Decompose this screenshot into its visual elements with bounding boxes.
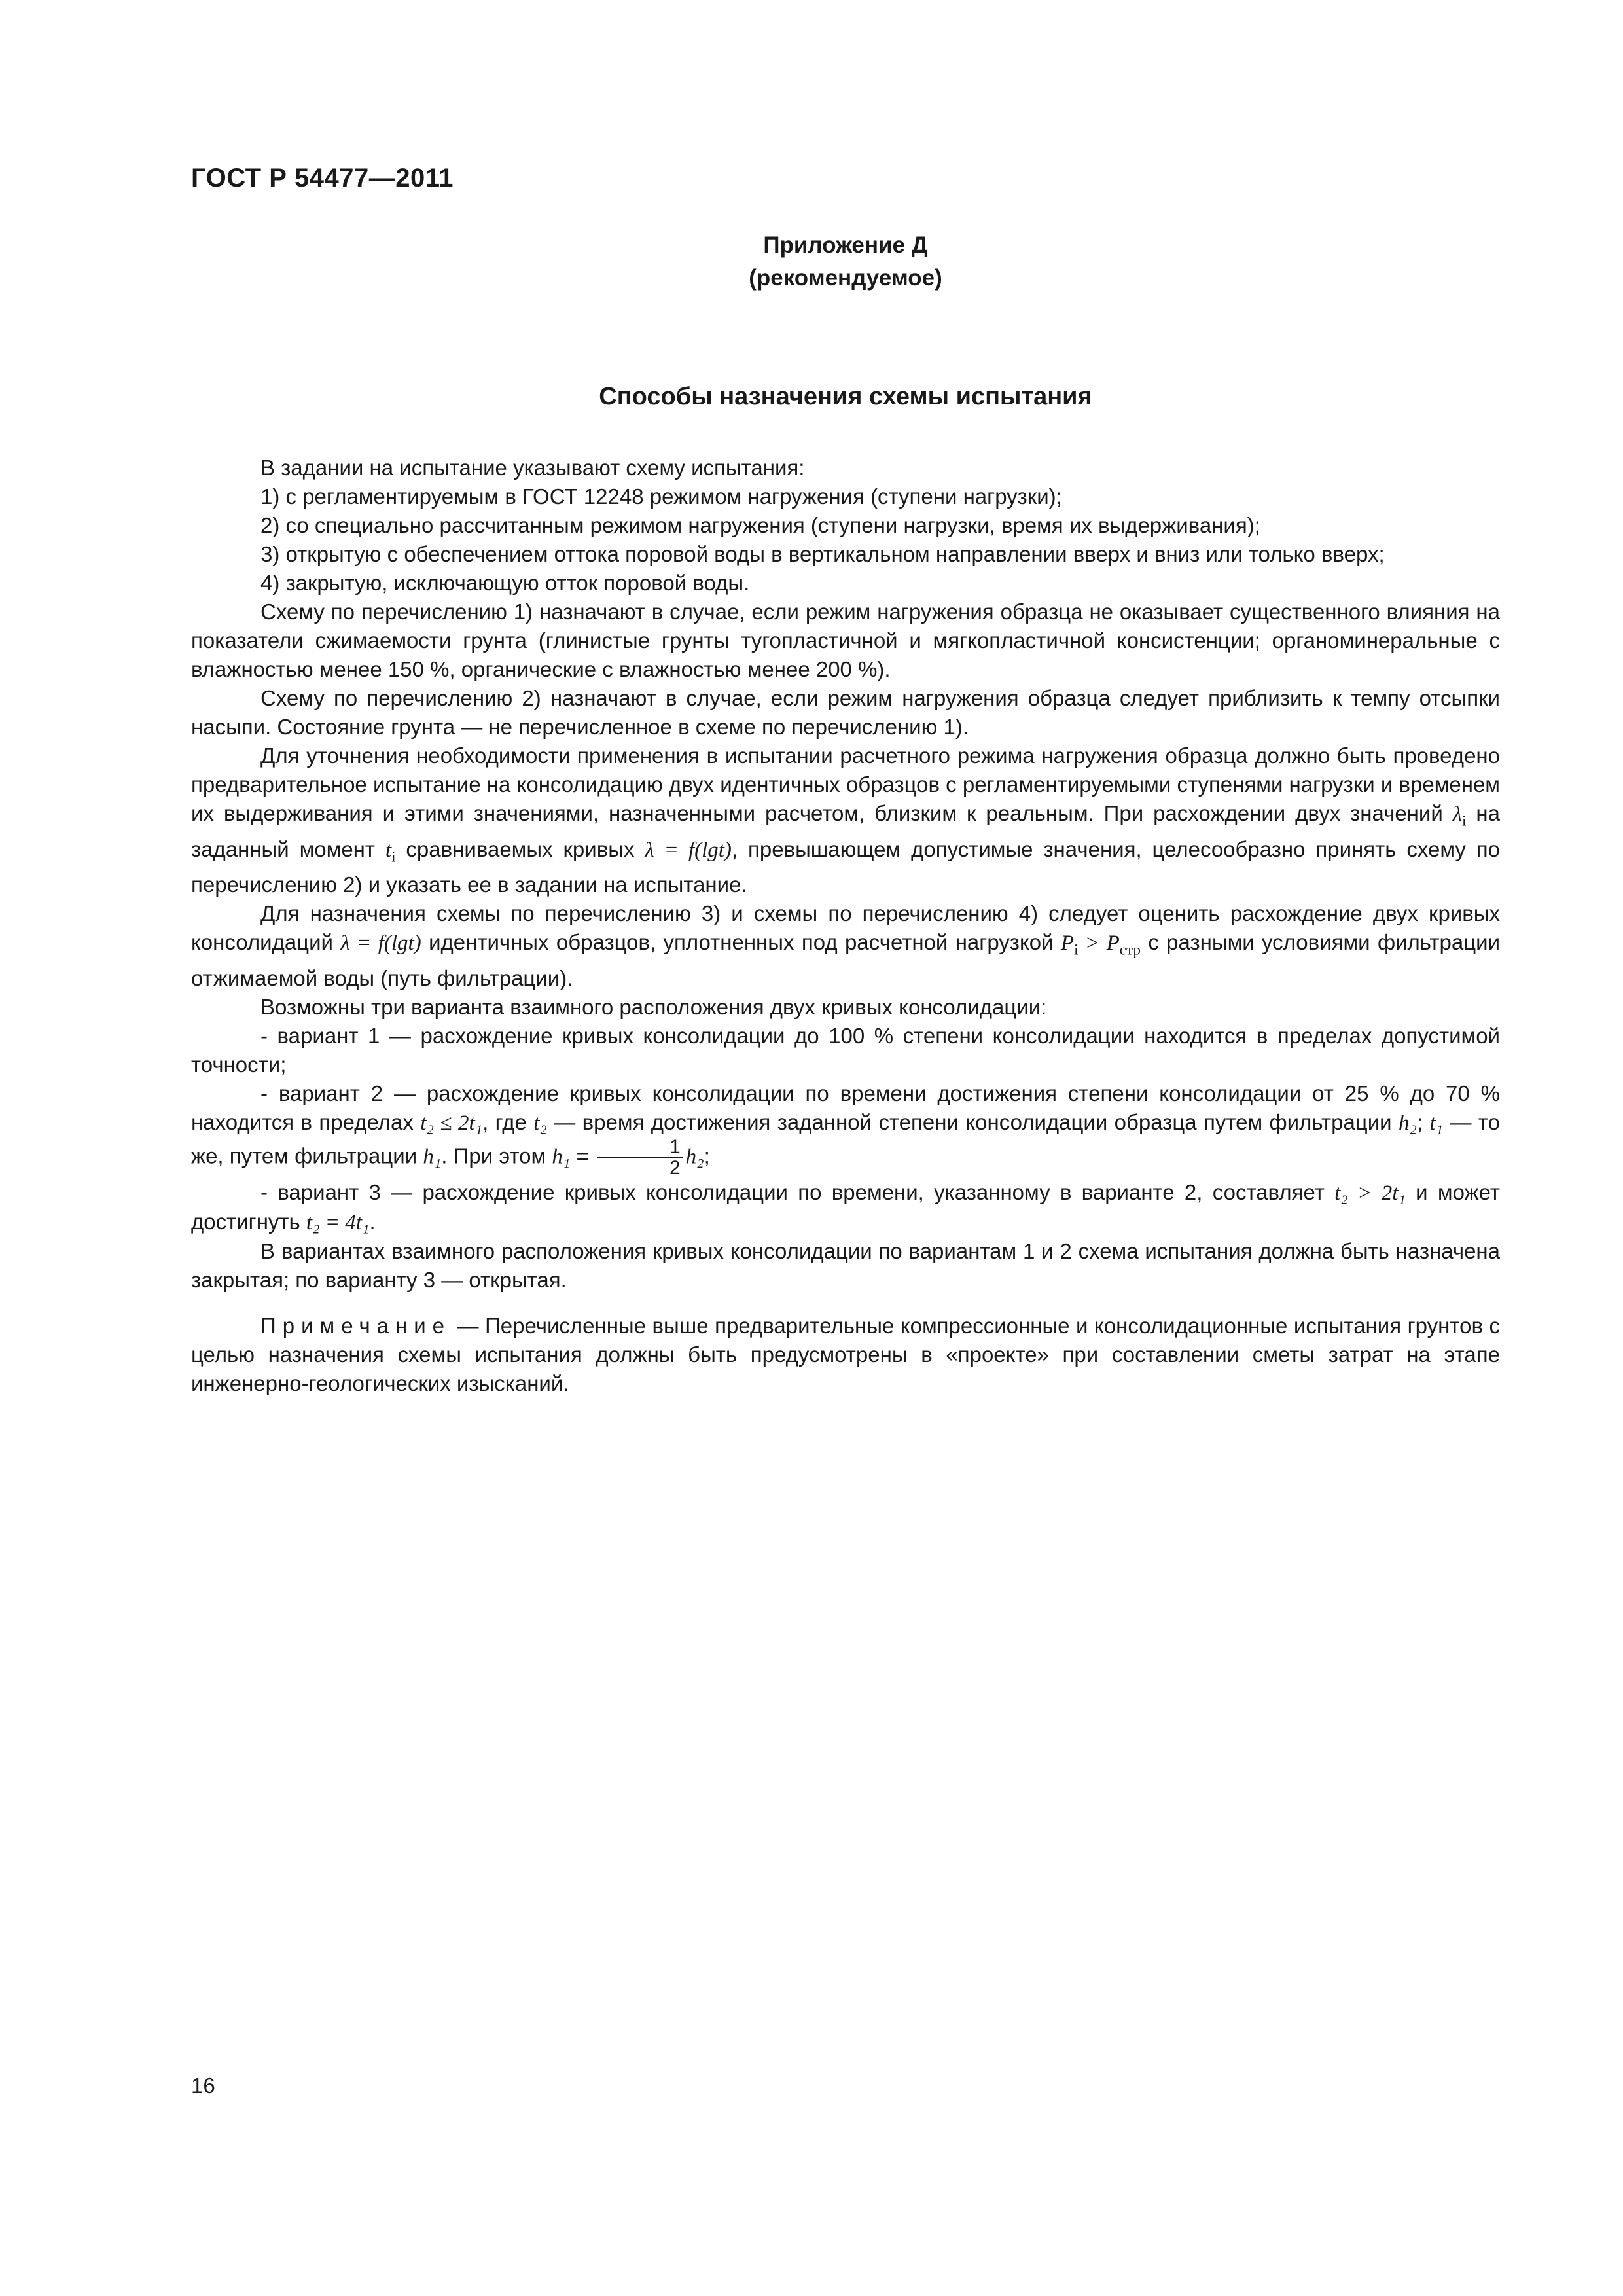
formula-consolidation-curve: λ = f(lgt) xyxy=(340,931,421,956)
formula-t-i xyxy=(385,838,396,865)
body-text xyxy=(191,454,1500,1398)
appendix-title: Приложение Д xyxy=(763,232,928,258)
text-run: — время достижения заданной степени консолидации образца путем фильтрации xyxy=(546,1109,1399,1134)
text-run: Для назначения схемы по перечислению 3) и схемы по перечислению 4) следует оценить расхождение двух кривых консолидаций xyxy=(191,901,1500,955)
paragraph-scheme-2: Схему по перечислению 2) назначают в случае, если режим нагружения образца следует приблизить к темпу отсыпки насыпи. Состояние грунта — не перечисленное в схеме по перечислению 1). xyxy=(191,686,1500,739)
list-item-2: 2) со специально рассчитанным режимом нагружения (ступени нагрузки, время их выдерживания); xyxy=(260,513,1260,537)
paragraph-scheme-1: Схему по перечислению 1) назначают в случае, если режим нагружения образца не оказывает существенного влияния на показатели сжимаемости грунта (глинистые грунты тугопластичной и мягкопластичной консистенции; органоминеральные с влажностью менее 150 %, органические с влажностью менее 200 %). xyxy=(191,600,1500,681)
list-item-1: 1) с регламентируемым в ГОСТ 12248 режимом нагружения (ступени нагрузки); xyxy=(260,484,1062,509)
formula-lambda-i xyxy=(1452,802,1467,829)
note-text: — Перечисленные выше предварительные компрессионные и консолидационные испытания грунтов с целью назначения схемы испытания должны быть предусмотрены в «проекте» при составлении сметы затрат на этапе инженерно-геологических изысканий. xyxy=(191,1313,1500,1395)
text-run: на заданный момент xyxy=(191,801,1500,861)
paragraph-intro: В задании на испытание указывают схему испытания: xyxy=(260,456,805,480)
text-run: = xyxy=(570,1143,595,1168)
text-run: , превышающем допустимые значения, целесообразно принять схему по перечислению 2) и указать ее в задании на испытание. xyxy=(191,836,1501,897)
document-code: ГОСТ Р 54477—2011 xyxy=(191,164,454,192)
text-run: - вариант 3 — расхождение кривых консолидации по времени, указанному в варианте 2, составляет xyxy=(260,1179,1335,1204)
subscript: i xyxy=(391,848,396,865)
fraction-numerator: 1 xyxy=(597,1138,683,1158)
list-item-3: 3) открытую с обеспечением оттока поровой воды в вертикальном направлении вверх и вниз или только вверх; xyxy=(260,542,1385,566)
subscript: стр xyxy=(1119,941,1141,958)
formula-load xyxy=(1060,931,1141,958)
formula-consolidation-curve: λ = f(lgt) xyxy=(645,838,732,862)
subscript: i xyxy=(1074,941,1079,958)
text-run: сравниваемых кривых xyxy=(395,836,645,861)
formula-inequality: t₂ > 2t₁ xyxy=(1334,1181,1406,1205)
fraction-denominator: 2 xyxy=(669,1157,681,1179)
list-item-4: 4) закрытую, исключающую отток поровой воды. xyxy=(260,571,750,595)
text-run: - вариант 2 — расхождение кривых консолидации по времени достижения степени консолидации от 25 % до 70 % находится в пределах xyxy=(191,1081,1500,1134)
variant-3 xyxy=(191,1178,1500,1237)
subscript: i xyxy=(1462,812,1467,829)
section-title: Способы назначения схемы испытания xyxy=(599,383,1092,410)
paragraph-scheme-3-4 xyxy=(191,899,1500,993)
note xyxy=(191,1312,1500,1398)
text-run: ; xyxy=(704,1143,710,1168)
appendix-status: (рекомендуемое) xyxy=(749,265,942,291)
paragraph-preliminary-test xyxy=(191,742,1500,899)
variant-1: - вариант 1 — расхождение кривых консолидации до 100 % степени консолидации находится в пределах допустимой точности; xyxy=(191,1023,1500,1077)
formula-t2: t₂ xyxy=(533,1111,547,1135)
paragraph-conclusion: В вариантах взаимного расположения кривых консолидации по вариантам 1 и 2 схема испытания должна быть назначена закрытая; по варианту 3 — открытая. xyxy=(191,1238,1500,1292)
formula-inequality: t₂ ≤ 2t₁ xyxy=(420,1111,483,1135)
formula-h2: h₂ xyxy=(1398,1111,1417,1135)
note-label: Примечание xyxy=(260,1313,452,1338)
text-run: P xyxy=(1060,931,1075,956)
paragraph-variants-intro: Возможны три варианта взаимного расположения двух кривых консолидации: xyxy=(260,994,1047,1019)
formula-t1: t₁ xyxy=(1429,1111,1444,1135)
formula-h1: h₁ xyxy=(552,1145,571,1169)
page-number: 16 xyxy=(191,2073,215,2098)
text-run: Для уточнения необходимости применения в испытании расчетного режима нагружения образца должно быть проведено предварительное испытание на консолидацию двух идентичных образцов с регламентируемыми ступенями нагрузки и временем их выдерживания и этими значениями, назначенными расчетом, близким к реальным. При расхождении двух значений xyxy=(191,744,1500,825)
variant-2 xyxy=(191,1079,1500,1178)
text-run: t xyxy=(385,838,392,862)
text-run: P xyxy=(1106,931,1120,956)
text-run: и может достигнуть xyxy=(191,1179,1500,1234)
text-run: > xyxy=(1078,931,1107,956)
text-run: ; xyxy=(1416,1109,1430,1134)
text-run: — то же, путем фильтрации xyxy=(191,1109,1500,1168)
text-run: идентичных образцов, уплотненных под расчетной нагрузкой xyxy=(421,930,1061,955)
fraction-one-half xyxy=(597,1138,683,1178)
appendix-heading xyxy=(191,229,1500,295)
text-run: . При этом xyxy=(441,1143,552,1168)
formula-equality: t₂ = 4t₁ xyxy=(306,1210,370,1234)
text-run: с разными условиями фильтрации отжимаемой воды (путь фильтрации). xyxy=(191,930,1501,990)
formula-h2: h₂ xyxy=(685,1145,704,1169)
text-run: λ xyxy=(1452,802,1463,826)
formula-h1: h₁ xyxy=(423,1145,442,1169)
text-run: , где xyxy=(482,1109,534,1134)
text-run: . xyxy=(369,1209,376,1234)
